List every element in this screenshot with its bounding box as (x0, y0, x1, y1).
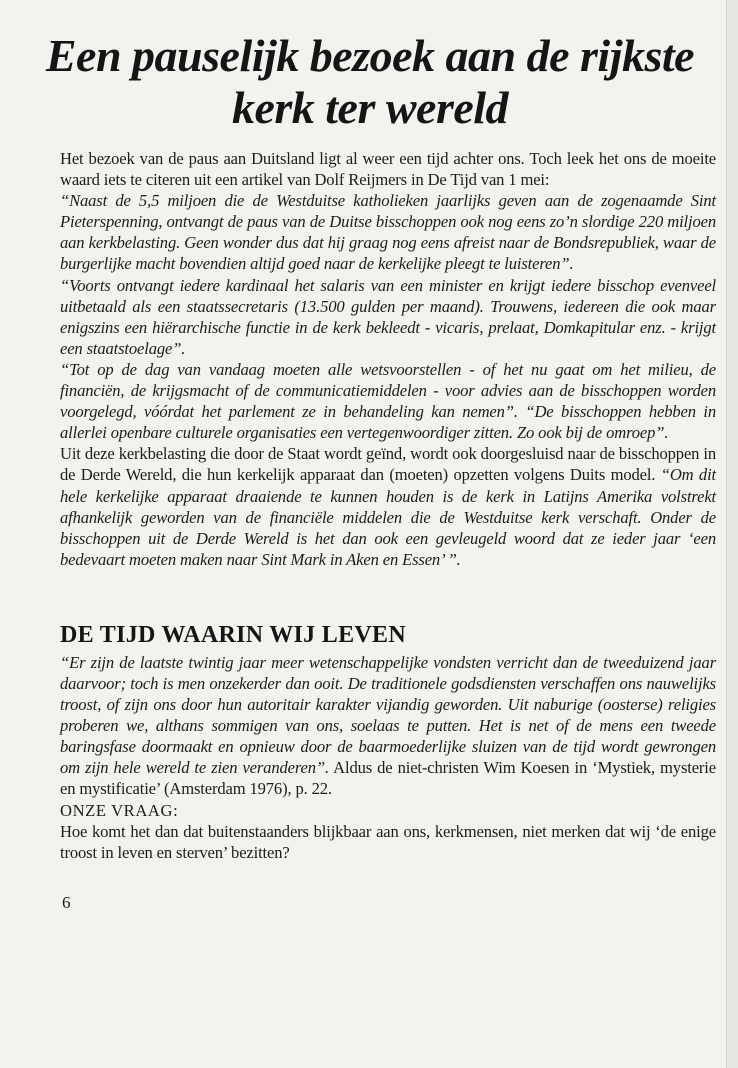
quote-text: “Om dit hele kerkelijke apparaat draaiende te kunnen houden is de kerk in Latijns Amerika volstrekt afhankelijk geworden van de financiële middelen die de Westduitse kerk verschaft. Onder de bisschoppen uit de Derde Wereld is het dan ook een gevleugeld woord dat ze ieder jaar ‘een bedevaart moeten maken naar Sint Mark in Aken en Essen’ ”. (60, 465, 716, 569)
page-number: 6 (62, 892, 71, 912)
section-body (60, 652, 716, 863)
citation-text: Aldus de niet-christen Wim Koesen in ‘Mystiek, mysterie en mystificatie’ (Amsterdam 1976), p. 22. (60, 758, 716, 799)
section-heading: DE TIJD WAARIN WIJ LEVEN (60, 621, 406, 648)
intro-paragraph: Het bezoek van de paus aan Duitsland ligt al weer een tijd achter ons. Toch leek het ons de moeite waard iets te citeren uit een artikel van Dolf Reijmers in De Tijd van 1 mei: (60, 149, 716, 190)
paragraph-text: Uit deze kerkbelasting die door de Staat wordt geïnd, wordt ook doorgesluisd naar de bisschoppen in de Derde Wereld, die hun kerkelijk apparaat dan (moeten) opzetten volgens Duits model. (60, 444, 716, 485)
quote-paragraph: “Tot op de dag van vandaag moeten alle wetsvoorstellen - of het nu gaat om het milieu, de financiën, de krijgsmacht of de communicatiemiddelen - voor advies aan de bisschoppen worden voorgelegd, vóórdat het parlement ze in behandeling kan nemen”. “De bisschoppen hebben in allerlei openbare culturele organisaties een vertegenwoordiger zitten. Zo ook bij de omroep”. (60, 359, 716, 443)
quote-paragraph: “Voorts ontvangt iedere kardinaal het salaris van een minister en krijgt iedere bisschop evenveel uitbetaald als een staatssecretaris (13.500 gulden per maand). Trouwens, iedereen die ook maar enigszins een hiërarchische functie in de kerk bekleedt - vicaris, prelaat, Domkapitular enz. - krijgt een staatstoelage”. (60, 275, 716, 358)
question-paragraph: Hoe komt het dan dat buitenstaanders blijkbaar aan ons, kerkmensen, niet merken dat wij ‘de enige troost in leven en sterven’ bezitten? (60, 821, 716, 862)
question-label: ONZE VRAAG: (60, 800, 179, 820)
article-title: Een pauselijk bezoek aan de rijkste kerk ter wereld (45, 30, 695, 133)
quote-paragraph (60, 652, 716, 800)
quote-paragraph: “Naast de 5,5 miljoen die de Westduitse katholieken jaarlijks geven aan de zogenaamde Sint Pieterspenning, ontvangt de paus van de Duitse bisschoppen ook nog eens zo’n slordige 220 miljoen aan kerkbelasting. Geen wonder dus dat hij graag nog eens afreist naar de Bondsrepubliek, waar de burgerlijke macht bovendien altijd goed naar de kerkelijke pleegt te luisteren”. (60, 191, 716, 274)
quote-text: “Er zijn de laatste twintig jaar meer wetenschappelijke vondsten verricht dan de tweeduizend jaar daarvoor; toch is men onzekerder dan ooit. De traditionele godsdiensten verschaffen ons nauwelijks troost, of zijn ons door hun autoritair karakter vijandig geworden. Uit naburige (oosterse) religies proberen we, althans sommigen van ons, soelaas te putten. Het is net of de mens een tweede baringsfase doormaakt en opnieuw door de baarmoederlijke sluizen van de tijd wordt gewrongen om zijn hele wereld te zien veranderen”. (60, 652, 716, 778)
paragraph-derde-wereld (60, 443, 716, 570)
article-body (60, 148, 716, 570)
